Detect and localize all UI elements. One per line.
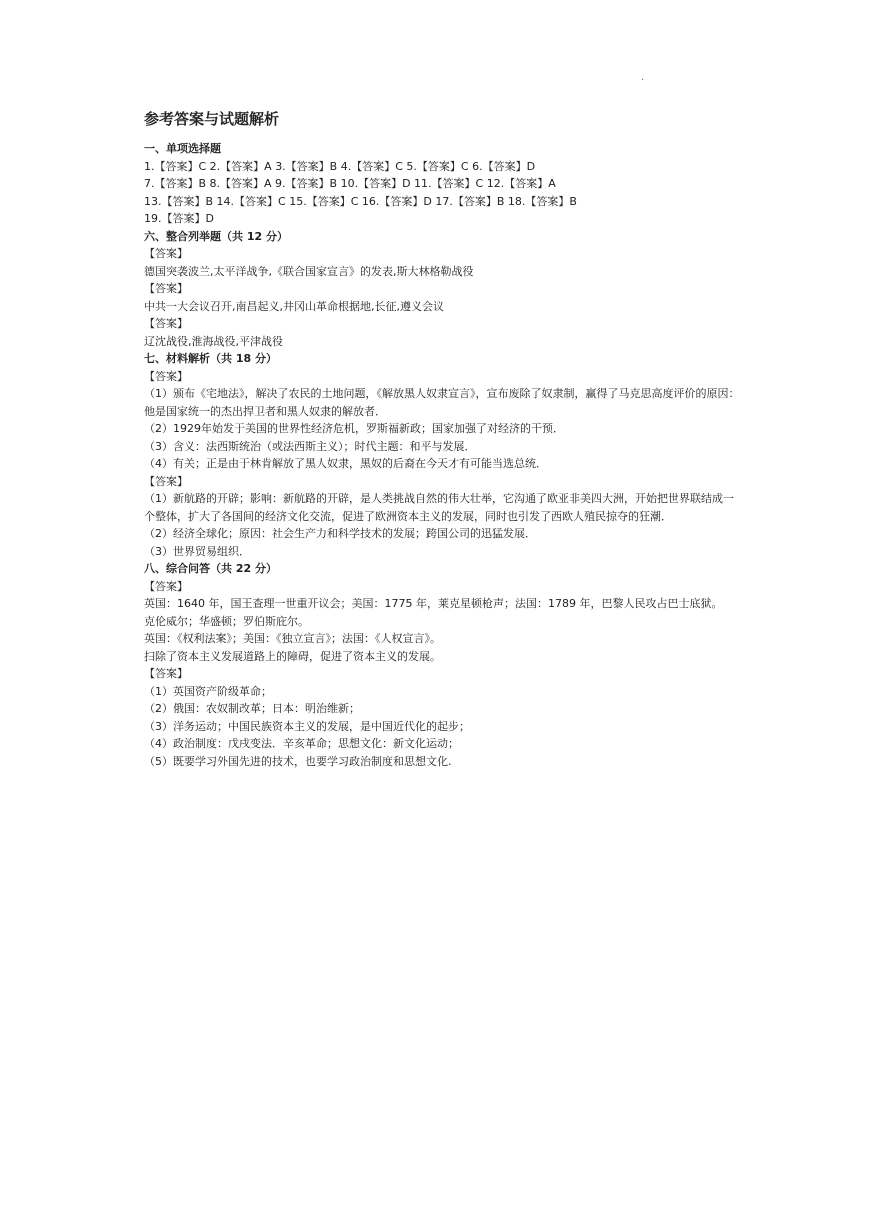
answer-label: 【答案】 bbox=[144, 579, 188, 593]
answer-text: （2）俄国：农奴制改革；日本：明治维新； bbox=[144, 702, 360, 715]
answer-text: 克伦威尔；华盛顿；罗伯斯庇尔。 bbox=[144, 614, 309, 628]
page-mark: . bbox=[641, 72, 645, 83]
answer-label: 【答案】 bbox=[144, 474, 188, 488]
answer-label: 【答案】 bbox=[144, 667, 188, 680]
answer-line: 1.【答案】C 2.【答案】A 3.【答案】B 4.【答案】C 5.【答案】C 6.【答案】D bbox=[144, 159, 536, 173]
answer-text: 德国突袭波兰,太平洋战争,《联合国家宣言》的发表,斯大林格勒战役 bbox=[144, 264, 474, 278]
answer-text: 英国：1640 年，国王查理一世重开议会；美国：1775 年，莱克星顿枪声；法国：1789 年，巴黎人民攻占巴士底狱。 bbox=[144, 597, 723, 610]
answer-label: 【答案】 bbox=[144, 282, 188, 295]
section-heading-comprehensive: 八、综合问答（共 22 分） bbox=[144, 562, 277, 575]
answer-text: 中共一大会议召开,南昌起义,井冈山革命根据地,长征,遵义会议 bbox=[144, 299, 444, 313]
section-heading-single-choice: 一、单项选择题 bbox=[144, 142, 221, 155]
answer-text: 扫除了资本主义发展道路上的障碍，促进了资本主义的发展。 bbox=[144, 649, 441, 663]
answer-text: （3）洋务运动；中国民族资本主义的发展，是中国近代化的起步； bbox=[144, 719, 470, 733]
answer-label: 【答案】 bbox=[144, 369, 188, 383]
section-heading-material-analysis: 七、材料解析（共 18 分） bbox=[144, 352, 277, 365]
answer-text: （5）既要学习外国先进的技术，也要学习政治制度和思想文化. bbox=[144, 754, 452, 768]
answer-text: （4）政治制度：戊戌变法．辛亥革命；思想文化：新文化运动； bbox=[144, 737, 459, 750]
answer-text: 辽沈战役,淮海战役,平津战役 bbox=[144, 334, 283, 348]
answer-text: （1）新航路的开辟；影响：新航路的开辟，是人类挑战自然的伟大壮举，它沟通了欧亚非美四大洲，开始把世界联结成一个整体，扩大了各国间的经济文化交流，促进了欧洲资本主义的发展，同时也引发了西欧人殖民掠夺的狂潮． bbox=[144, 492, 734, 523]
answer-document bbox=[144, 108, 744, 770]
answer-text: （3）世界贸易组织． bbox=[144, 544, 250, 558]
answer-text: 英国：《权利法案》；美国：《独立宣言》；法国：《人权宣言》。 bbox=[144, 632, 441, 645]
section-heading-listing: 六、整合列举题（共 12 分） bbox=[144, 229, 288, 243]
answer-label: 【答案】 bbox=[144, 317, 188, 330]
answer-text: （4）有关；正是由于林肯解放了黑人奴隶，黑奴的后裔在今天才有可能当选总统． bbox=[144, 457, 547, 470]
answer-text: （1）英国资产阶级革命； bbox=[144, 684, 272, 698]
answer-text: （2）1929年始发于美国的世界性经济危机，罗斯福新政；国家加强了对经济的干预． bbox=[144, 422, 564, 435]
answer-line: 13.【答案】B 14.【答案】C 15.【答案】C 16.【答案】D 17.【答案】B 18.【答案】B bbox=[144, 194, 577, 208]
answer-text: （1）颁布《宅地法》，解决了农民的土地问题，《解放黑人奴隶宣言》，宣布废除了奴隶制，赢得了马克思高度评价的原因：他是国家统一的杰出捍卫者和黑人奴隶的解放者． bbox=[144, 387, 740, 418]
answer-line: 19.【答案】D bbox=[144, 212, 214, 225]
answer-label: 【答案】 bbox=[144, 247, 188, 260]
answer-text: （2）经济全球化；原因：社会生产力和科学技术的发展；跨国公司的迅猛发展． bbox=[144, 527, 536, 540]
answer-text: （3）含义：法西斯统治（或法西斯主义）；时代主题：和平与发展． bbox=[144, 439, 476, 453]
answer-line: 7.【答案】B 8.【答案】A 9.【答案】B 10.【答案】D 11.【答案】C 12.【答案】A bbox=[144, 177, 556, 190]
document-title: 参考答案与试题解析 bbox=[144, 110, 280, 128]
